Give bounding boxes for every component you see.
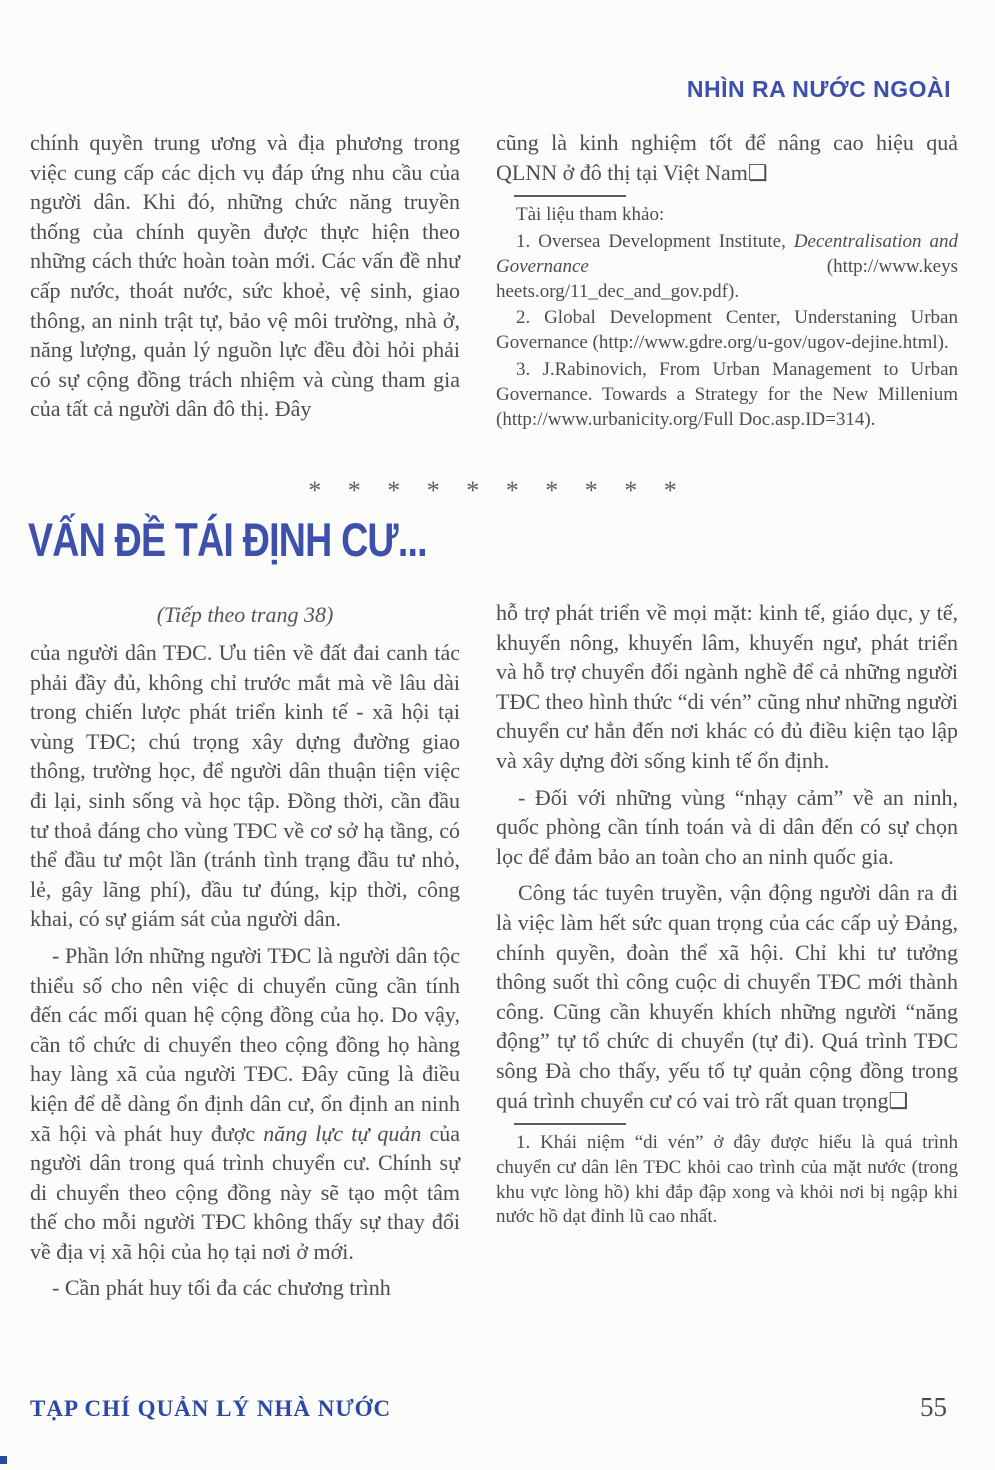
running-head: NHÌN RA NƯỚC NGOÀI [686,76,951,102]
paragraph: - Đối với những vùng “nhạy cảm” về an ninh, quốc phòng cần tính toán và di dân đến có sự chọn lọc để đảm bảo an toàn cho an ninh quốc gia. [496,784,958,869]
references-title: Tài liệu tham khảo: [516,204,665,226]
reference-1-tail: (http://www.keys heets.org/11_dec_and_gov.pdf). [496,255,958,302]
top-left-column [30,128,460,434]
top-article [30,128,958,434]
footnote-rule [514,1123,626,1125]
paragraph: của người dân TĐC. Ưu tiên về đất đai canh tác phải đầy đủ, không chỉ trước mắt mà về lâu dài trong chiến lược phát triển kinh tế - xã hội tại vùng TĐC; chú trọng xây dựng đường giao thông, trường học, để người dân thuận tiện việc đi lại, sinh sống và học tập. Đồng thời, cần đầu tư thoả đáng cho vùng TĐC về cơ sở hạ tầng, có thể đầu tư một lần (tránh tình trạng đầu tư nhỏ, lẻ, gây lãng phí), đầu tư đúng, kịp thời, công khai, có sự giám sát của người dân. [30,640,460,932]
page-number: 55 [920,1392,947,1422]
reference-item: 3. J.Rabinovich, From Urban Management to Urban Governance. Towards a Strategy for the New Millenium (http://www.urbanicity.org/Full Doc.asp.ID=314). [496,358,958,430]
page-footer [30,1392,947,1423]
paragraph-top-left: chính quyền trung ương và địa phương trong việc cung cấp các dịch vụ đáp ứng nhu cầu của người dân. Khi đó, những chức năng truyền thống của chính quyền được thực hiện theo những cách thức hoàn toàn mới. Các vấn đề như cấp nước, thoát nước, sức khoẻ, vệ sinh, giao thông, an ninh trật tự, bảo vệ môi trường, nhà ở, năng lượng, quản lý nguồn lực đều đòi hỏi phải có sự cộng đồng trách nhiệm và cùng tham gia của tất cả người dân đô thị. Đây [30,130,460,422]
references-rule [514,195,626,197]
asterisk-separator: * * * * * * * * * * [308,476,687,505]
reference-item: 2. Global Development Center, Understaning Urban Governance (http://www.gdre.org/u-gov/ugov-dejine.html). [496,307,958,354]
reference-1-lead: 1. Oversea Development Institute, [516,230,794,252]
section-left-column [30,598,460,1310]
section-article [30,598,958,1310]
page-header [687,76,951,103]
section-title: VẤN ĐỀ TÁI ĐỊNH CƯ... [28,513,427,566]
paragraph-article-closing: cũng là kinh nghiệm tốt để nâng cao hiệu quả QLNN ở đô thị tại Việt Nam❑ [496,130,958,185]
paragraph [30,941,460,1267]
paragraph: Công tác tuyên truyền, vận động người dân ra đi là việc làm hết sức quan trọng của các cấp uỷ Đảng, chính quyền, đoàn thể xã hội. Chỉ khi tư tưởng thông suốt thì công cuộc di chuyển TĐC mới thành công. Cũng cần khuyến khích những người “năng động” tự tổ chức di chuyển (tự đi). Quá trình TĐC sông Đà cho thấy, yếu tố tự quản cộng đồng trong quá trình chuyển cư có vai trò rất quan trọng❑ [496,880,958,1113]
footnote: 1. Khái niệm “di vén” ở đây được hiểu là quá trình chuyển cư dân lên TĐC khỏi cao trình của mặt nước (trong khu vực lòng hồ) khi đắp đập xong và khỏi nơi bị ngập khi nước hồ dạt đỉnh lũ cao nhất. [496,1132,958,1228]
journal-name: TẠP CHÍ QUẢN LÝ NHÀ NƯỚC [30,1396,392,1421]
paragraph-text: của người dân trong quá trình chuyển cư. Chính sự di chuyển theo cộng đồng này sẽ tạo một tâm thế cho mỗi người TĐC không thấy sự thay đổi về địa vị xã hội của họ tại nơi ở mới. [30,1120,460,1264]
paragraph: hỗ trợ phát triển về mọi mặt: kinh tế, giáo dục, y tế, khuyến nông, khuyến lâm, khuyến ngư, phát triển và hỗ trợ chuyển đổi ngành nghề để cả những người TĐC theo hình thức “di vén” cũng như những người chuyển cư hẳn đến nơi khác có đủ điều kiện tạo lập và xây dựng đời sống kinh tế ổn định. [496,600,958,773]
scan-artifact [0,1456,7,1464]
section-right-column [496,598,958,1310]
emphasized-phrase: năng lực tự quản [263,1120,422,1146]
continuation-note: (Tiếp theo trang 38) [156,602,334,627]
reference-item [496,230,958,304]
reference-1-title: Decentralisation and Governance [496,230,958,277]
paragraph-text: - Phần lớn những người TĐC là người dân tộc thiểu số cho nên việc di chuyển cũng cần tính đến các mối quan hệ cộng đồng của họ. Do vậy, cần tổ chức di chuyển theo cộng đồng họ hàng hay làng xã của người TĐC. Đây cũng là điều kiện để dễ dàng ổn định dân cư, ổn định an ninh xã hội và phát huy được [30,942,460,1146]
paragraph: - Cần phát huy tối đa các chương trình [52,1275,391,1301]
top-right-column [496,128,958,434]
